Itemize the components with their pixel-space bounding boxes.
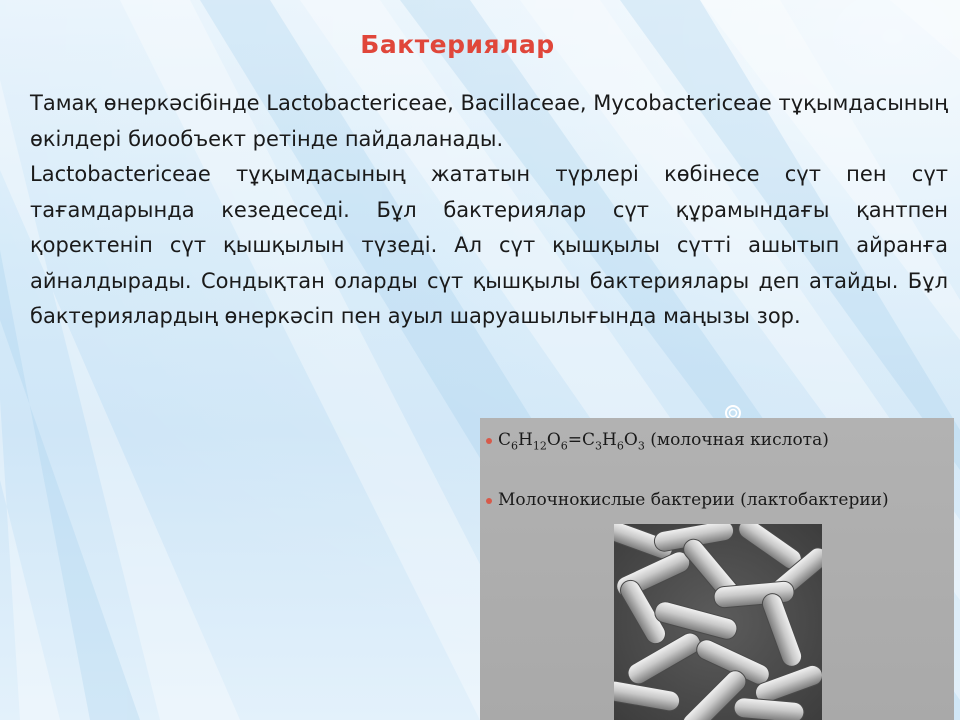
bullet-icon <box>486 498 492 504</box>
lactic-acid-formula: $C_6H_{12}O_6=C_3H_6O_3$ (молочная кислота) <box>486 430 946 452</box>
paragraph-1: Тамақ өнеркәсібінде Lactobactericeae, Bacillaceae, Mycobactericeae тұқымдасының өкілдері биообъект ретінде пайдаланады. <box>30 91 948 151</box>
slide-title: Бактериялар <box>360 30 555 59</box>
bacteria-image-panel <box>480 418 954 720</box>
bacteria-micrograph-image <box>614 524 822 720</box>
bacteria-caption: Молочнокислые бактерии (лактобактерии) <box>486 490 946 510</box>
paragraph-2: Lactobactericeae тұқымдасының жататын түрлері көбінесе сүт пен сүт тағамдарында кезедеседі. Бұл бактериялар сүт құрамындағы қантпен қоректеніп сүт қышқылын түзеді. Ал сүт қышқылы сүтті ашытып айранға айналдырады. Сондықтан оларды сүт қышқылы бактериялары деп атайды. Бұл бактериялардың өнеркәсіп пен ауыл шаруашылығында маңызы зор. <box>30 162 948 328</box>
bullet-icon <box>486 438 492 444</box>
body-text <box>30 86 948 335</box>
